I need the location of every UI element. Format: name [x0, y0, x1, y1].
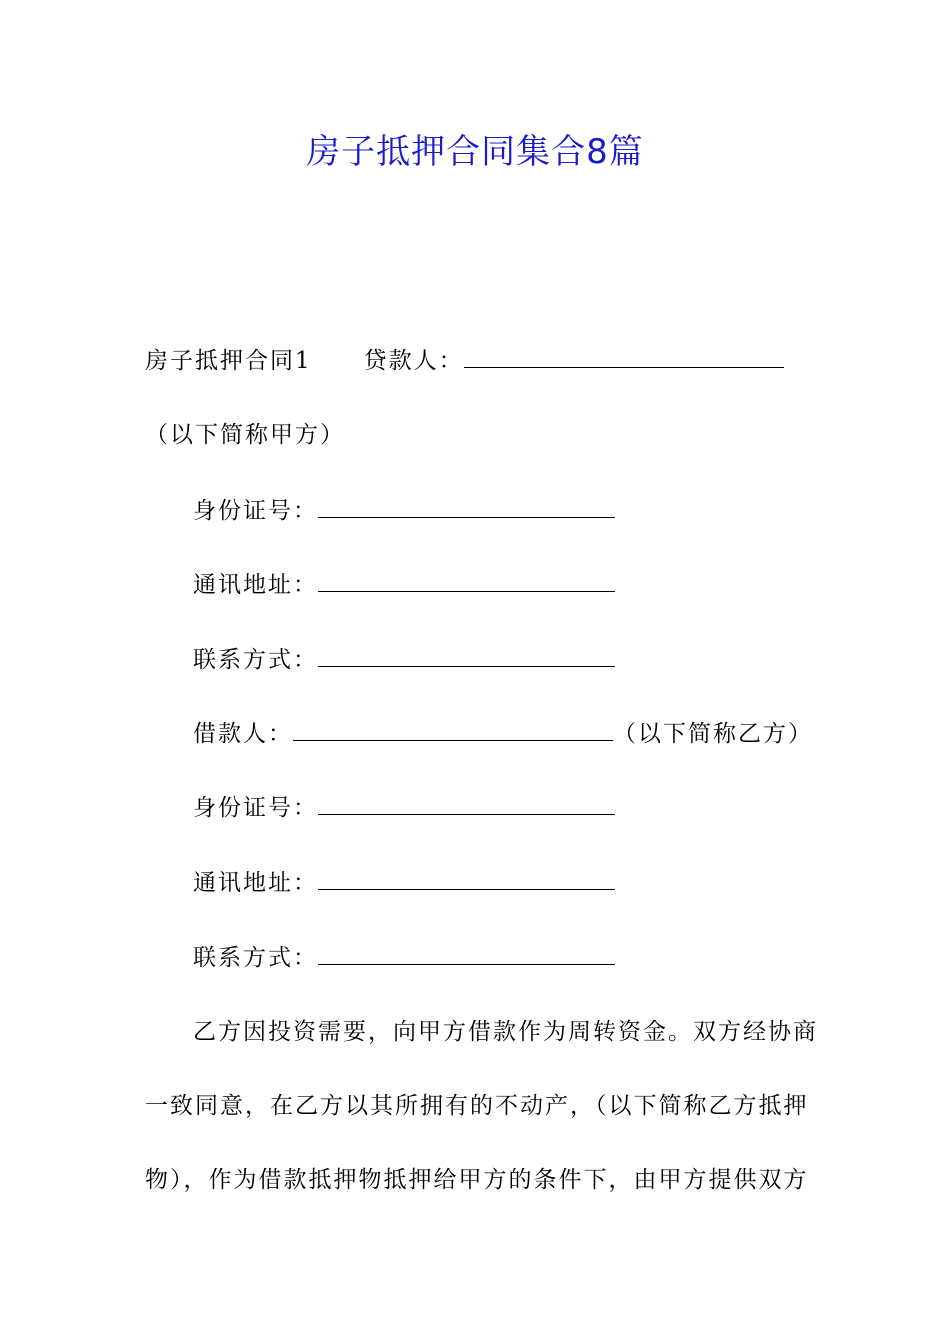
field-label: 联系方式： — [193, 647, 318, 673]
borrower-blank — [293, 718, 613, 741]
lender-contact-field — [193, 644, 615, 675]
lender-suffix: （以下简称甲方） — [145, 422, 345, 448]
lender-label: 贷款人： — [363, 348, 464, 374]
field-label: 通讯地址： — [193, 572, 318, 598]
heading-line — [145, 345, 784, 376]
field-label: 联系方式： — [193, 945, 318, 971]
field-label: 通讯地址： — [193, 870, 318, 896]
document-title: 房子抵押合同集合8篇 — [306, 132, 644, 172]
lender-blank — [464, 345, 784, 368]
body-line: 物），作为借款抵押物抵押给甲方的条件下，由甲方提供双方 — [145, 1167, 809, 1193]
body-line: 一致同意，在乙方以其所拥有的不动产，（以下简称乙方抵押 — [145, 1093, 809, 1119]
borrower-suffix: （以下简称乙方） — [613, 721, 813, 747]
borrower-address-field — [193, 867, 615, 898]
field-blank — [318, 792, 615, 815]
field-label: 身份证号： — [193, 498, 318, 524]
borrower-id-field — [193, 792, 615, 823]
section-label: 房子抵押合同1 — [145, 348, 312, 374]
field-blank — [318, 495, 615, 518]
field-blank — [318, 942, 615, 965]
field-label: 身份证号： — [193, 795, 318, 821]
field-blank — [318, 644, 615, 667]
body-line: 乙方因投资需要，向甲方借款作为周转资金。双方经协商 — [193, 1019, 818, 1045]
borrower-contact-field — [193, 942, 615, 973]
lender-address-field — [193, 569, 615, 600]
borrower-line — [193, 718, 813, 749]
lender-id-field — [193, 495, 615, 526]
borrower-label: 借款人： — [193, 721, 293, 747]
field-blank — [318, 569, 615, 592]
field-blank — [318, 867, 615, 890]
